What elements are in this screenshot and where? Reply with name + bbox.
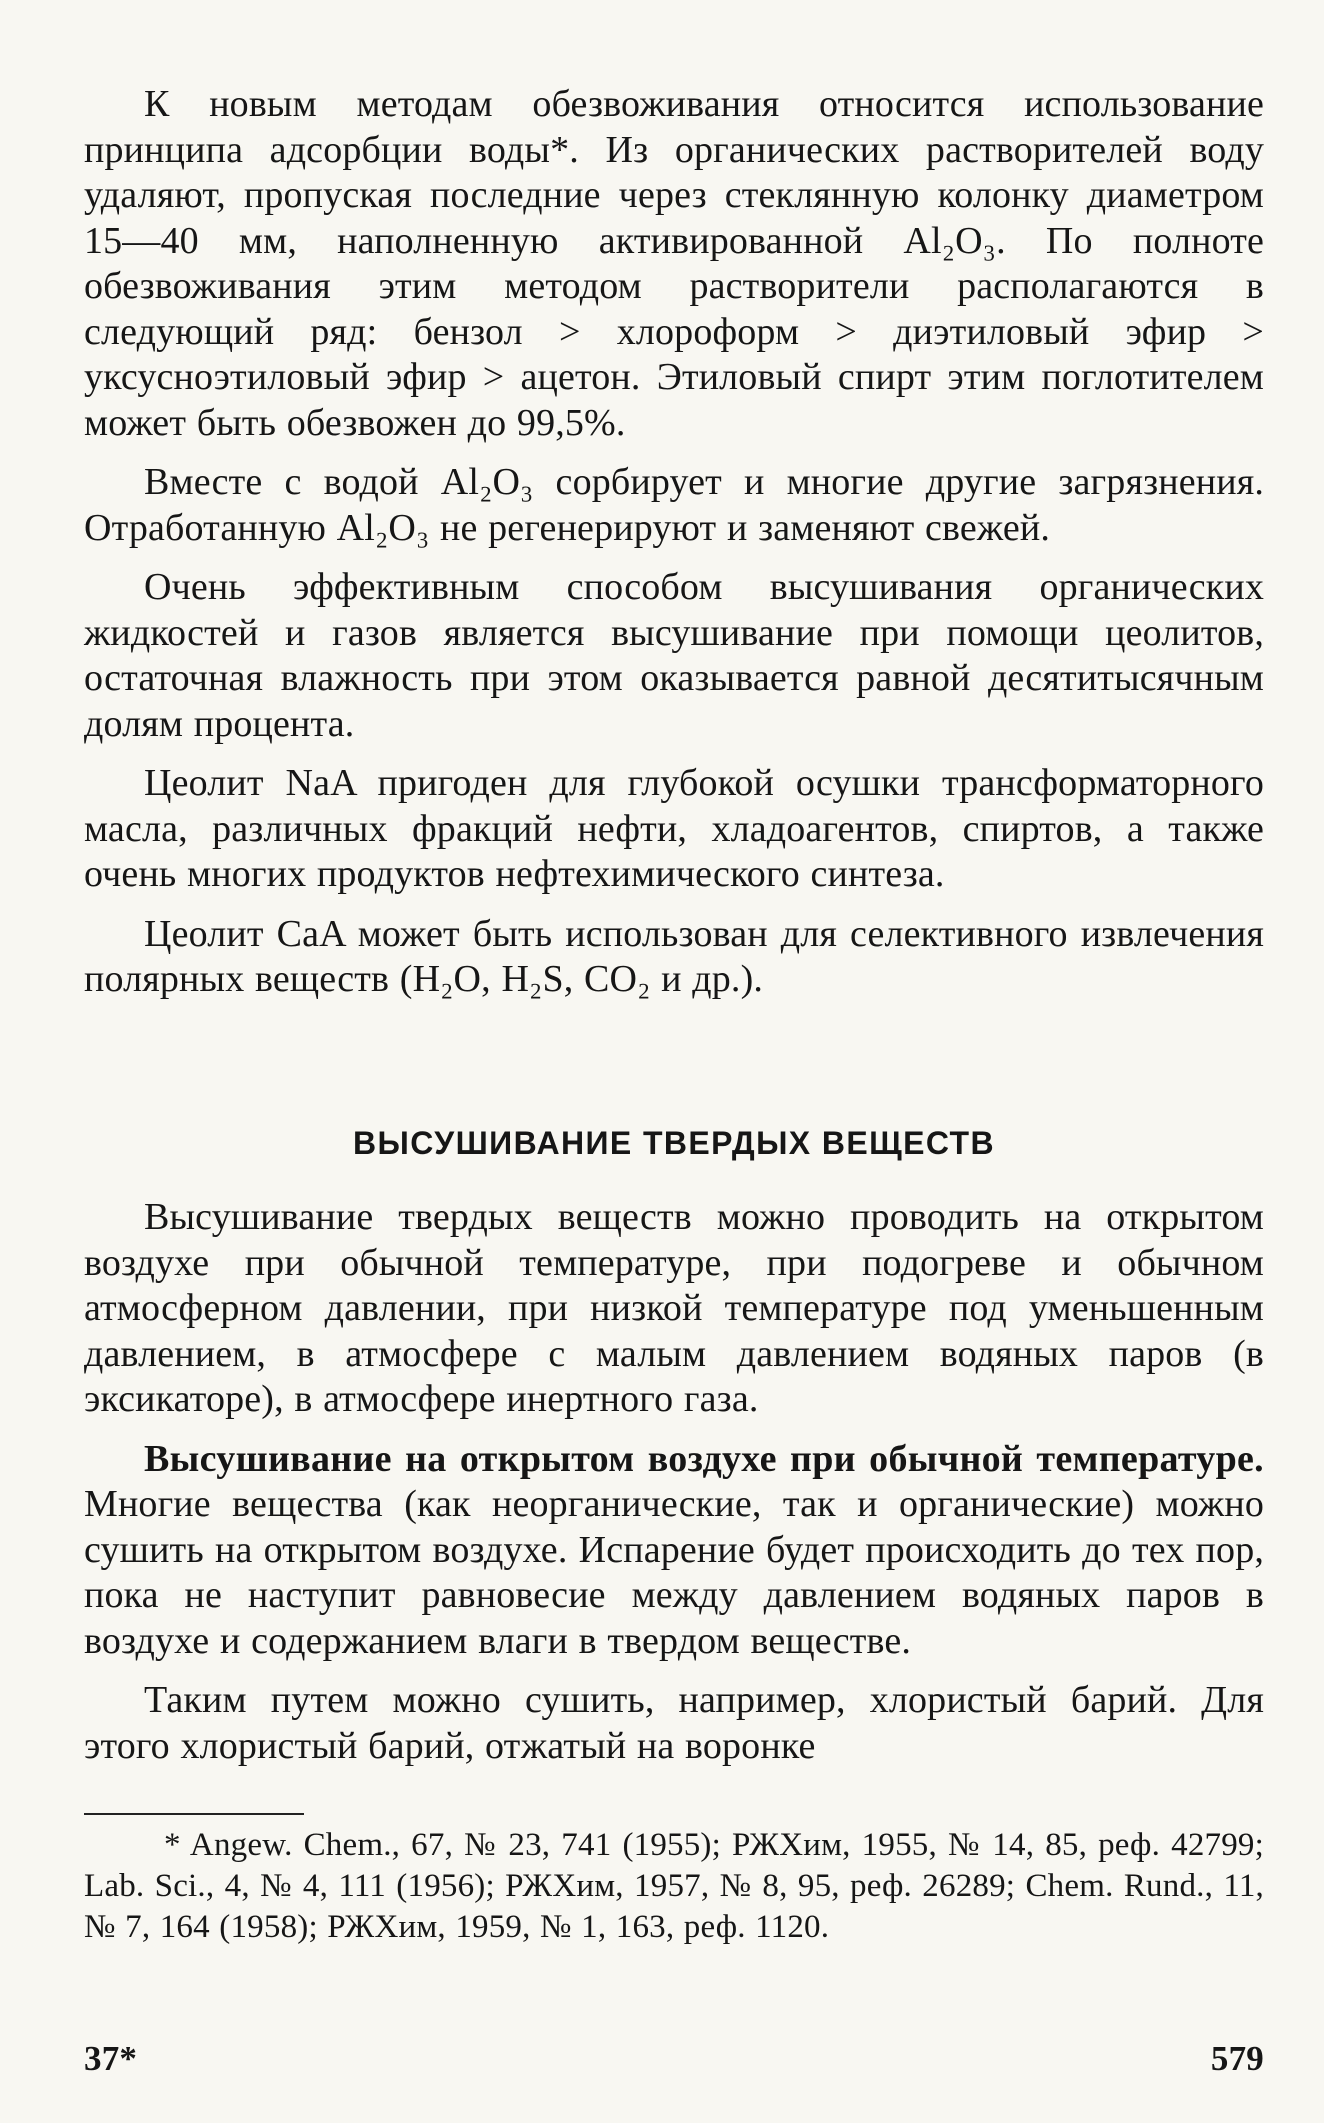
upper-text-block	[84, 82, 1264, 1003]
footnote	[84, 1825, 1264, 1948]
lower-text-block	[84, 1195, 1264, 1769]
section-heading: ВЫСУШИВАНИЕ ТВЕРДЫХ ВЕЩЕСТВ	[352, 1125, 996, 1161]
footnote-separator	[84, 1813, 304, 1815]
paragraph-subheading-bold: Высушивание на открытом воздухе при обычной температуре.	[144, 1437, 1264, 1480]
page-number: 579	[1210, 2039, 1264, 2078]
paragraph-subheading-rest: Многие вещества (как неорганические, так и органические) можно сушить на открытом воздухе. Испарение будет происходить до тех пор, пока не наступит равновесие между давлением водяных паров в воздухе и содержанием влаги в твердом веществе.	[84, 1483, 1264, 1662]
footnote-text: * Angew. Chem., 67, № 23, 741 (1955); РЖХим, 1955, № 14, 85, реф. 42799; Lab. Sci., 4, № 4, 111 (1956); РЖХим, 1957, № 8, 95, реф. 26289; Chem. Rund., 11, № 7, 164 (1958); РЖХим, 1959, № 1, 163, реф. 1120.	[84, 1827, 1264, 1945]
paragraph-zeolites-effective: Очень эффективным способом высушивания органических жидкостей и газов является высушивание при помощи цеолитов, остаточная влажность при этом оказывается равной десятитысячным долям процента.	[84, 566, 1264, 745]
paragraph-barium-chloride: Таким путем можно сушить, например, хлористый барий. Для этого хлористый барий, отжатый на воронке	[84, 1679, 1264, 1767]
signature-mark: 37*	[84, 2039, 138, 2078]
paragraph-open-air-drying	[84, 1437, 1264, 1665]
paragraph-zeolite-naa: Цеолит NaA пригоден для глубокой осушки трансформаторного масла, различных фракций нефти, хладоагентов, спиртов, а также очень многих продуктов нефтехимического синтеза.	[84, 762, 1264, 895]
paragraph-solid-drying-intro: Высушивание твердых веществ можно проводить на открытом воздухе при обычной температуре, при подогреве и обычном атмосферном давлении, при низкой температуре под уменьшенным давлением, в атмосфере с малым давлением водяных паров (в эксикаторе), в атмосфере инертного газа.	[84, 1196, 1264, 1420]
paragraph-zeolite-caa: Цеолит CaA может быть использован для селективного извлечения полярных веществ (H₂O, H₂S, CO₂ и др.).	[84, 912, 1264, 1000]
paragraph-dehydration-methods: К новым методам обезвоживания относится использование принципа адсорбции воды*. Из органических растворителей воду удаляют, пропуская последние через стеклянную колонку диаметром 15—40 мм, наполненную активированной Al₂O₃. По полноте обезвоживания этим методом растворители располагаются в следующий ряд: бензол > хлороформ > диэтиловый эфир > уксусноэтиловый эфир > ацетон. Этиловый спирт этим поглотителем может быть обезвожен до 99,5%.	[84, 83, 1264, 444]
paragraph-al2o3-sorption: Вместе с водой Al₂O₃ сорбирует и многие другие загрязнения. Отработанную Al₂O₃ не регенерируют и заменяют свежей.	[84, 461, 1264, 549]
document-page	[84, 82, 1264, 2077]
